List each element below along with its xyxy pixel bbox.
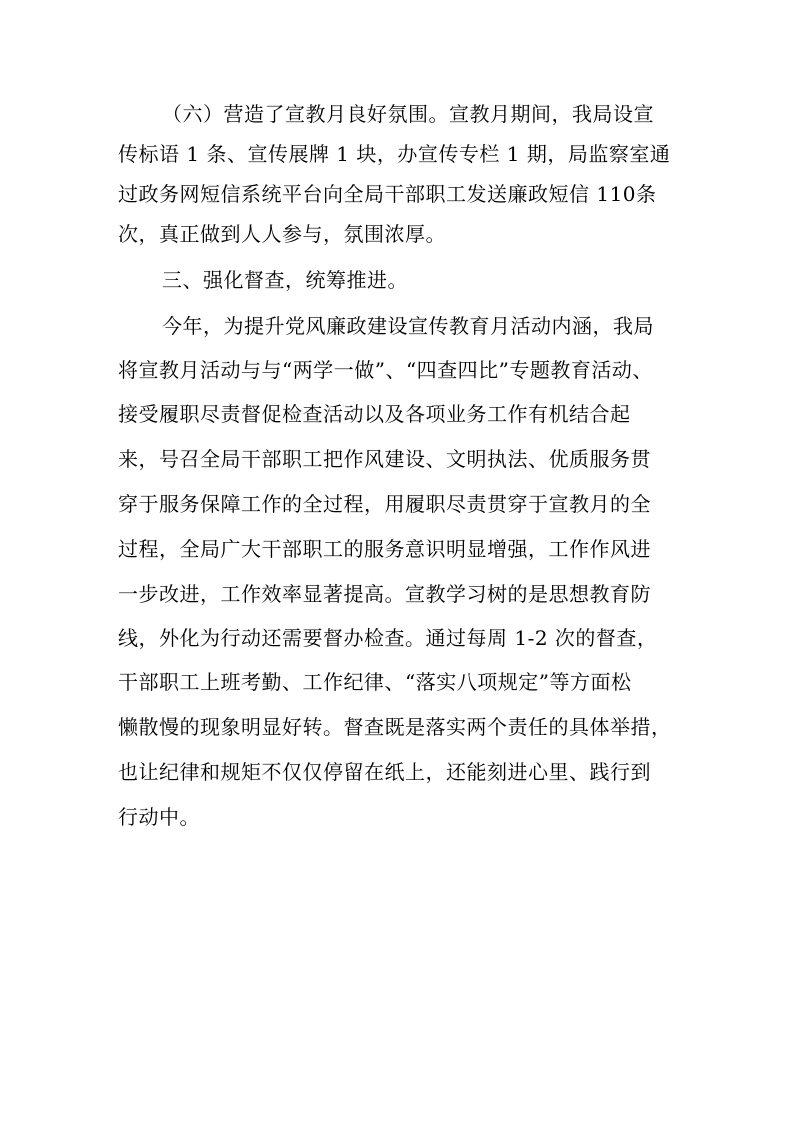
body-line-3: 接受履职尽责督促检查活动以及各项业务工作有机结合起 bbox=[118, 402, 631, 426]
body-line-9: 干部职工上班考勤、工作纪律、“落实八项规定”等方面松 bbox=[118, 670, 632, 694]
paragraph-6-line-3: 过政务网短信系统平台向全局干部职工发送廉政短信 110条 bbox=[118, 182, 657, 206]
body-line-2: 将宣教月活动与与“两学一做”、“四查四比”专题教育活动、 bbox=[118, 358, 653, 382]
body-line-7: 一步改进，工作效率显著提高。宣教学习树的是思想教育防 bbox=[118, 582, 651, 606]
paragraph-6-line-2: 传标语 1 条、宣传展牌 1 块，办宣传专栏 1 期，局监察室通 bbox=[118, 142, 671, 166]
body-line-5: 穿于服务保障工作的全过程，用履职尽责贯穿于宣教月的全 bbox=[118, 492, 651, 516]
body-line-12: 行动中。 bbox=[118, 805, 200, 829]
body-line-6: 过程，全局广大干部职工的服务意识明显增强，工作作风进 bbox=[118, 537, 651, 561]
body-line-11: 也让纪律和规矩不仅仅停留在纸上，还能刻进心里、践行到 bbox=[118, 760, 651, 784]
body-line-4: 来，号召全局干部职工把作风建设、文明执法、优质服务贯 bbox=[118, 447, 651, 471]
section-3-heading: 三、强化督查，统筹推进。 bbox=[162, 268, 408, 292]
body-line-10: 懒散慢的现象明显好转。督查既是落实两个责任的具体举措， bbox=[118, 715, 672, 739]
paragraph-6-line-1: （六）营造了宣教月良好氛围。宣教月期间，我局设宣 bbox=[162, 102, 654, 126]
paragraph-6-line-4: 次，真正做到人人参与，氛围浓厚。 bbox=[118, 222, 446, 246]
body-line-8: 线，外化为行动还需要督办检查。通过每周 1-2 次的督查， bbox=[118, 626, 658, 650]
body-line-1: 今年，为提升党风廉政建设宣传教育月活动内涵，我局 bbox=[162, 314, 654, 338]
